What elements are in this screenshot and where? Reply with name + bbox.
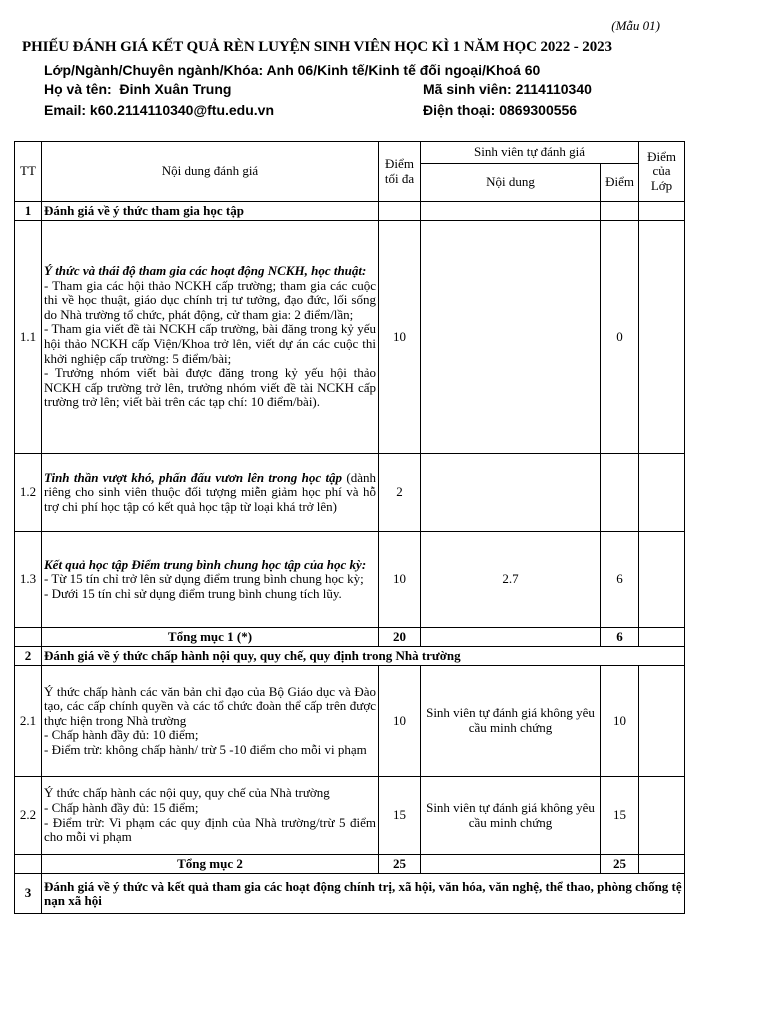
- class-score: [639, 666, 685, 777]
- max-score: 10: [379, 666, 421, 777]
- total-class-score: [639, 855, 685, 874]
- self-score: [601, 454, 639, 532]
- table-row: [15, 454, 685, 532]
- row-body: - Từ 15 tín chỉ trở lên sử dụng điểm trung bình chung học kỳ; - Dưới 15 tín chỉ sử dụng điểm trung bình chung tích lũy.: [44, 571, 364, 601]
- row-number: 1.1: [15, 221, 42, 454]
- student-email: [44, 102, 274, 118]
- col-header-tt: TT: [15, 142, 42, 202]
- student-id-label: Mã sinh viên:: [423, 81, 512, 97]
- total-max: 25: [379, 855, 421, 874]
- name-value: Đinh Xuân Trung: [119, 81, 232, 97]
- phone-label: Điện thoại:: [423, 102, 496, 118]
- total-self-score: 25: [601, 855, 639, 874]
- student-id: [423, 81, 592, 97]
- self-score: 0: [601, 221, 639, 454]
- row-content: [42, 454, 379, 532]
- student-id-value: 2114110340: [515, 81, 592, 97]
- row-number: 1.3: [15, 532, 42, 628]
- self-content: Sinh viên tự đánh giá không yêu cầu minh chứng: [421, 777, 601, 855]
- self-content: 2.7: [421, 532, 601, 628]
- row-content: [42, 532, 379, 628]
- form-code: (Mẫu 01): [611, 18, 660, 33]
- max-score: 2: [379, 454, 421, 532]
- class-score: [639, 777, 685, 855]
- self-score: 10: [601, 666, 639, 777]
- max-score: 15: [379, 777, 421, 855]
- table-row: [15, 777, 685, 855]
- row-content: [42, 221, 379, 454]
- class-score: [639, 532, 685, 628]
- table-row: [15, 221, 685, 454]
- self-content: Sinh viên tự đánh giá không yêu cầu minh chứng: [421, 666, 601, 777]
- row-number: 1.2: [15, 454, 42, 532]
- table-row: [15, 666, 685, 777]
- row-title: Tinh thần vượt khó, phấn đấu vươn lên trong học tập: [44, 469, 343, 485]
- total-max: 20: [379, 628, 421, 647]
- row-body: - Tham gia các hội thảo NCKH cấp trường; tham gia các cuộc thi về học thuật, giáo dục chính trị tư tưởng, đạo đức, lối sống do Nhà trường tổ chức, phát động, cử tham gia: 2 điểm/lần; - Tham gia viết đề tài NCKH cấp trường, bài đăng trong kỷ yếu hội thảo NCKH cấp Viện/Khoa trở lên, viết dự án các cuộc thi khởi nghiệp cấp trường: 5 điểm/bài; - Trưởng nhóm viết bài được đăng trong kỷ yếu hội thảo NCKH cấp trường trở lên, trưởng nhóm viết đề tài NCKH cấp trường trở lên; viết bài trên các tạp chí: 10 điểm/bài).: [44, 277, 376, 410]
- total-self-score: 6: [601, 628, 639, 647]
- section-row: [15, 202, 685, 221]
- name-label: Họ và tên:: [44, 81, 112, 97]
- phone-value: 0869300556: [499, 102, 578, 118]
- student-name: [44, 81, 231, 97]
- self-content: [421, 221, 601, 454]
- row-title: Kết quả học tập Điểm trung bình chung học tập của học kỳ:: [44, 556, 367, 572]
- class-score: [639, 221, 685, 454]
- row-number: 2.1: [15, 666, 42, 777]
- max-score: 10: [379, 221, 421, 454]
- email-value: k60.2114110340@ftu.edu.vn: [89, 102, 275, 118]
- row-title: Ý thức và thái độ tham gia các hoạt động NCKH, học thuật:: [44, 263, 367, 279]
- row-content: Ý thức chấp hành các nội quy, quy chế của Nhà trường - Chấp hành đầy đủ: 15 điểm; - Điểm trừ: Vi phạm các quy định của Nhà trường/trừ 5 điểm cho mỗi vi phạm: [42, 777, 379, 855]
- max-score: 10: [379, 532, 421, 628]
- page-title: PHIẾU ĐÁNH GIÁ KẾT QUẢ RÈN LUYỆN SINH VIÊN HỌC KÌ 1 NĂM HỌC 2022 - 2023: [22, 39, 612, 55]
- total-label: Tổng mục 2: [42, 855, 379, 874]
- section-number: 2: [15, 647, 42, 666]
- total-row: [15, 855, 685, 874]
- table-header-row: [15, 142, 685, 164]
- total-class-score: [639, 628, 685, 647]
- evaluation-table: [14, 141, 685, 914]
- col-header-self-eval: Sinh viên tự đánh giá: [421, 142, 639, 164]
- row-number: 2.2: [15, 777, 42, 855]
- class-score: [639, 454, 685, 532]
- section-row: [15, 647, 685, 666]
- self-score: 6: [601, 532, 639, 628]
- table-row: [15, 532, 685, 628]
- col-header-content: Nội dung đánh giá: [42, 142, 379, 202]
- row-body: (dành riêng cho sinh viên thuộc đối tượng miễn giảm học phí và hỗ trợ chi phí học tập có kết quả học tập từ loại khá trở lên): [44, 469, 376, 514]
- total-label: Tổng mục 1 (*): [42, 628, 379, 647]
- student-phone: [423, 102, 577, 118]
- col-header-max-score: Điểm tối đa: [379, 142, 421, 202]
- section-title: Đánh giá về ý thức tham gia học tập: [42, 202, 379, 221]
- section-number: 3: [15, 874, 42, 914]
- self-score: 15: [601, 777, 639, 855]
- class-info: Lớp/Ngành/Chuyên ngành/Khóa: Anh 06/Kinh tế/Kinh tế đối ngoại/Khoá 60: [44, 62, 541, 78]
- section-title: Đánh giá về ý thức và kết quả tham gia các hoạt động chính trị, xã hội, văn hóa, văn nghệ, thể thao, phòng chống tệ nạn xã hội: [42, 874, 685, 914]
- self-content: [421, 454, 601, 532]
- row-content: Ý thức chấp hành các văn bản chỉ đạo của Bộ Giáo dục và Đào tạo, các cấp chính quyền và các tổ chức đoàn thể cấp trên được thực hiện trong Nhà trường - Chấp hành đầy đủ: 10 điểm; - Điểm trừ: không chấp hành/ trừ 5 -10 điểm cho mỗi vi phạm: [42, 666, 379, 777]
- section-title: Đánh giá về ý thức chấp hành nội quy, quy chế, quy định trong Nhà trường: [42, 647, 685, 666]
- col-header-self-content: Nội dung: [421, 164, 601, 202]
- col-header-class-score: Điểm của Lớp: [639, 142, 685, 202]
- section-number: 1: [15, 202, 42, 221]
- email-label: Email:: [44, 102, 87, 118]
- section-row: [15, 874, 685, 914]
- col-header-self-score: Điểm: [601, 164, 639, 202]
- total-row: [15, 628, 685, 647]
